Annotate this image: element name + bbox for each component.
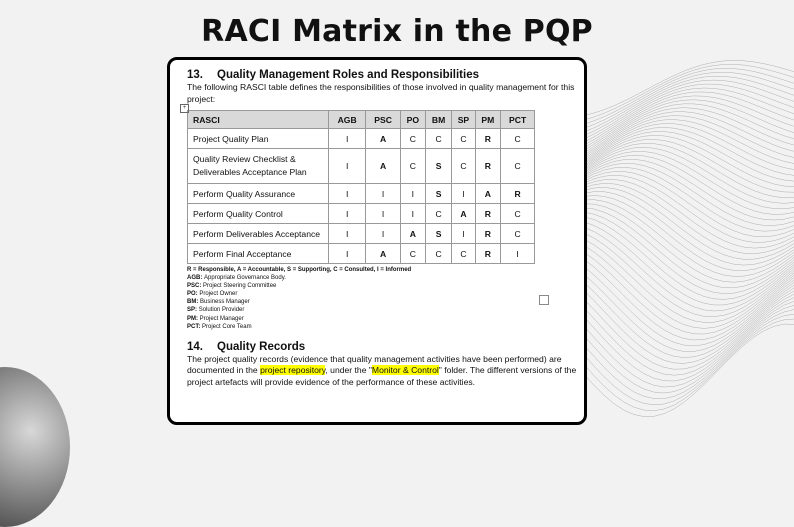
legend-role-desc: Appropriate Governance Body. — [204, 275, 286, 282]
decorative-sphere — [0, 367, 70, 527]
legend-role-desc: Project Owner — [199, 291, 238, 298]
raci-cell: C — [501, 224, 535, 244]
legend-role-desc: Solution Provider — [198, 307, 245, 314]
raci-cell: I — [366, 224, 401, 244]
table-row — [188, 224, 535, 244]
section-14-text-part: The project quality records (evidence that quality management activities have been performed) are documented in the — [187, 353, 562, 376]
raci-cell: A — [366, 129, 401, 149]
task-cell: Perform Quality Control — [188, 204, 329, 224]
raci-cell: I — [452, 184, 475, 204]
legend-role: PCT: Project Core Team — [187, 323, 252, 330]
raci-cell: C — [425, 204, 452, 224]
document-frame — [167, 57, 587, 425]
raci-cell: R — [475, 129, 501, 149]
legend-role-abbr: PO — [187, 291, 196, 298]
raci-cell: I — [452, 224, 475, 244]
header-pct: PCT — [501, 111, 535, 129]
raci-cell: R — [501, 184, 535, 204]
legend-role-abbr: PSC — [187, 283, 200, 290]
raci-cell: C — [452, 149, 475, 184]
legend-role-desc: Project Manager — [199, 315, 244, 322]
section-13-intro: The following RASCI table defines the responsibilities of those involved in quality management for this project: — [187, 82, 575, 104]
raci-cell: I — [400, 184, 425, 204]
table-resize-handle[interactable] — [539, 295, 549, 305]
header-po: PO — [400, 111, 425, 129]
raci-cell: C — [400, 244, 425, 264]
table-row — [188, 244, 535, 264]
raci-cell: C — [452, 129, 475, 149]
legend-role-desc: Project Steering Committee — [203, 283, 277, 290]
raci-cell: I — [329, 149, 366, 184]
raci-cell: A — [400, 224, 425, 244]
legend-role-abbr: PCT — [187, 323, 199, 330]
legend-role: PSC: Project Steering Committee — [187, 283, 277, 290]
table-move-handle-icon[interactable]: + — [180, 104, 189, 113]
task-cell: Perform Deliverables Acceptance — [188, 224, 329, 244]
header-agb: AGB — [329, 111, 366, 129]
legend-role: SP: Solution Provider — [187, 307, 245, 314]
table-row — [188, 184, 535, 204]
task-cell: Quality Review Checklist & Deliverables Acceptance Plan — [188, 149, 329, 184]
raci-cell: C — [501, 204, 535, 224]
raci-cell: I — [329, 224, 366, 244]
legend-role: PM: Project Manager — [187, 315, 244, 322]
raci-cell: R — [475, 149, 501, 184]
raci-cell: I — [329, 204, 366, 224]
legend-role: BM: Business Manager — [187, 299, 250, 306]
raci-table — [187, 110, 535, 264]
highlight-monitor-control: Monitor & Control — [371, 365, 439, 376]
raci-cell: R — [475, 204, 501, 224]
raci-cell: A — [366, 244, 401, 264]
raci-cell: I — [329, 129, 366, 149]
slide-title: RACI Matrix in the PQP — [201, 14, 593, 49]
header-sp: SP — [452, 111, 475, 129]
raci-cell: C — [425, 129, 452, 149]
raci-cell: A — [452, 204, 475, 224]
header-rasci: RASCI — [188, 111, 329, 129]
header-pm: PM — [475, 111, 501, 129]
raci-legend — [187, 266, 577, 331]
raci-cell: C — [452, 244, 475, 264]
raci-cell: A — [475, 184, 501, 204]
task-cell: Perform Quality Assurance — [188, 184, 329, 204]
table-header-row — [188, 111, 535, 129]
raci-cell: I — [501, 244, 535, 264]
raci-cell: I — [329, 244, 366, 264]
legend-role: AGB: Appropriate Governance Body. — [187, 275, 286, 282]
raci-cell: C — [501, 149, 535, 184]
table-row — [188, 149, 535, 184]
legend-key: R = Responsible, A = Accountable, S = Supporting, C = Consulted, I = Informed — [187, 267, 412, 273]
raci-cell: C — [501, 129, 535, 149]
legend-role-desc: Project Core Team — [202, 323, 252, 330]
raci-cell: S — [425, 224, 452, 244]
legend-role: PO: Project Owner — [187, 291, 238, 298]
raci-cell: S — [425, 149, 452, 184]
legend-role-abbr: SP — [187, 307, 196, 314]
header-bm: BM — [425, 111, 452, 129]
section-13-title: Quality Management Roles and Responsibilities — [217, 69, 480, 81]
raci-cell: S — [425, 184, 452, 204]
legend-role-abbr: AGB — [187, 275, 201, 282]
legend-role-abbr: PM — [187, 315, 196, 322]
raci-cell: A — [366, 149, 401, 184]
document-content — [182, 69, 577, 388]
section-13-heading — [187, 69, 577, 81]
raci-cell: I — [329, 184, 366, 204]
raci-cell: C — [400, 129, 425, 149]
header-psc: PSC — [366, 111, 401, 129]
section-14-text — [187, 354, 577, 389]
legend-role-desc: Business Manager — [200, 299, 250, 306]
highlight-project-repository: project repository — [260, 365, 326, 376]
raci-cell: R — [475, 224, 501, 244]
task-cell: Project Quality Plan — [188, 129, 329, 149]
raci-cell: C — [425, 244, 452, 264]
raci-cell: R — [475, 244, 501, 264]
raci-cell: C — [400, 149, 425, 184]
raci-cell: I — [366, 184, 401, 204]
raci-cell: I — [400, 204, 425, 224]
section-14-text-part: " folder. The different versions of the project artefacts will provide evidence of the performance of these activities. — [187, 365, 577, 387]
table-row — [188, 204, 535, 224]
section-14-title: Quality Records — [217, 340, 306, 353]
section-14-text-part: , under the " — [325, 365, 372, 376]
raci-cell: I — [366, 204, 401, 224]
table-row — [188, 129, 535, 149]
section-14-heading — [187, 341, 577, 353]
legend-role-abbr: BM — [187, 299, 197, 306]
section-13-number: 13. — [187, 69, 203, 81]
section-14-number: 14. — [187, 340, 203, 353]
task-cell: Perform Final Acceptance — [188, 244, 329, 264]
